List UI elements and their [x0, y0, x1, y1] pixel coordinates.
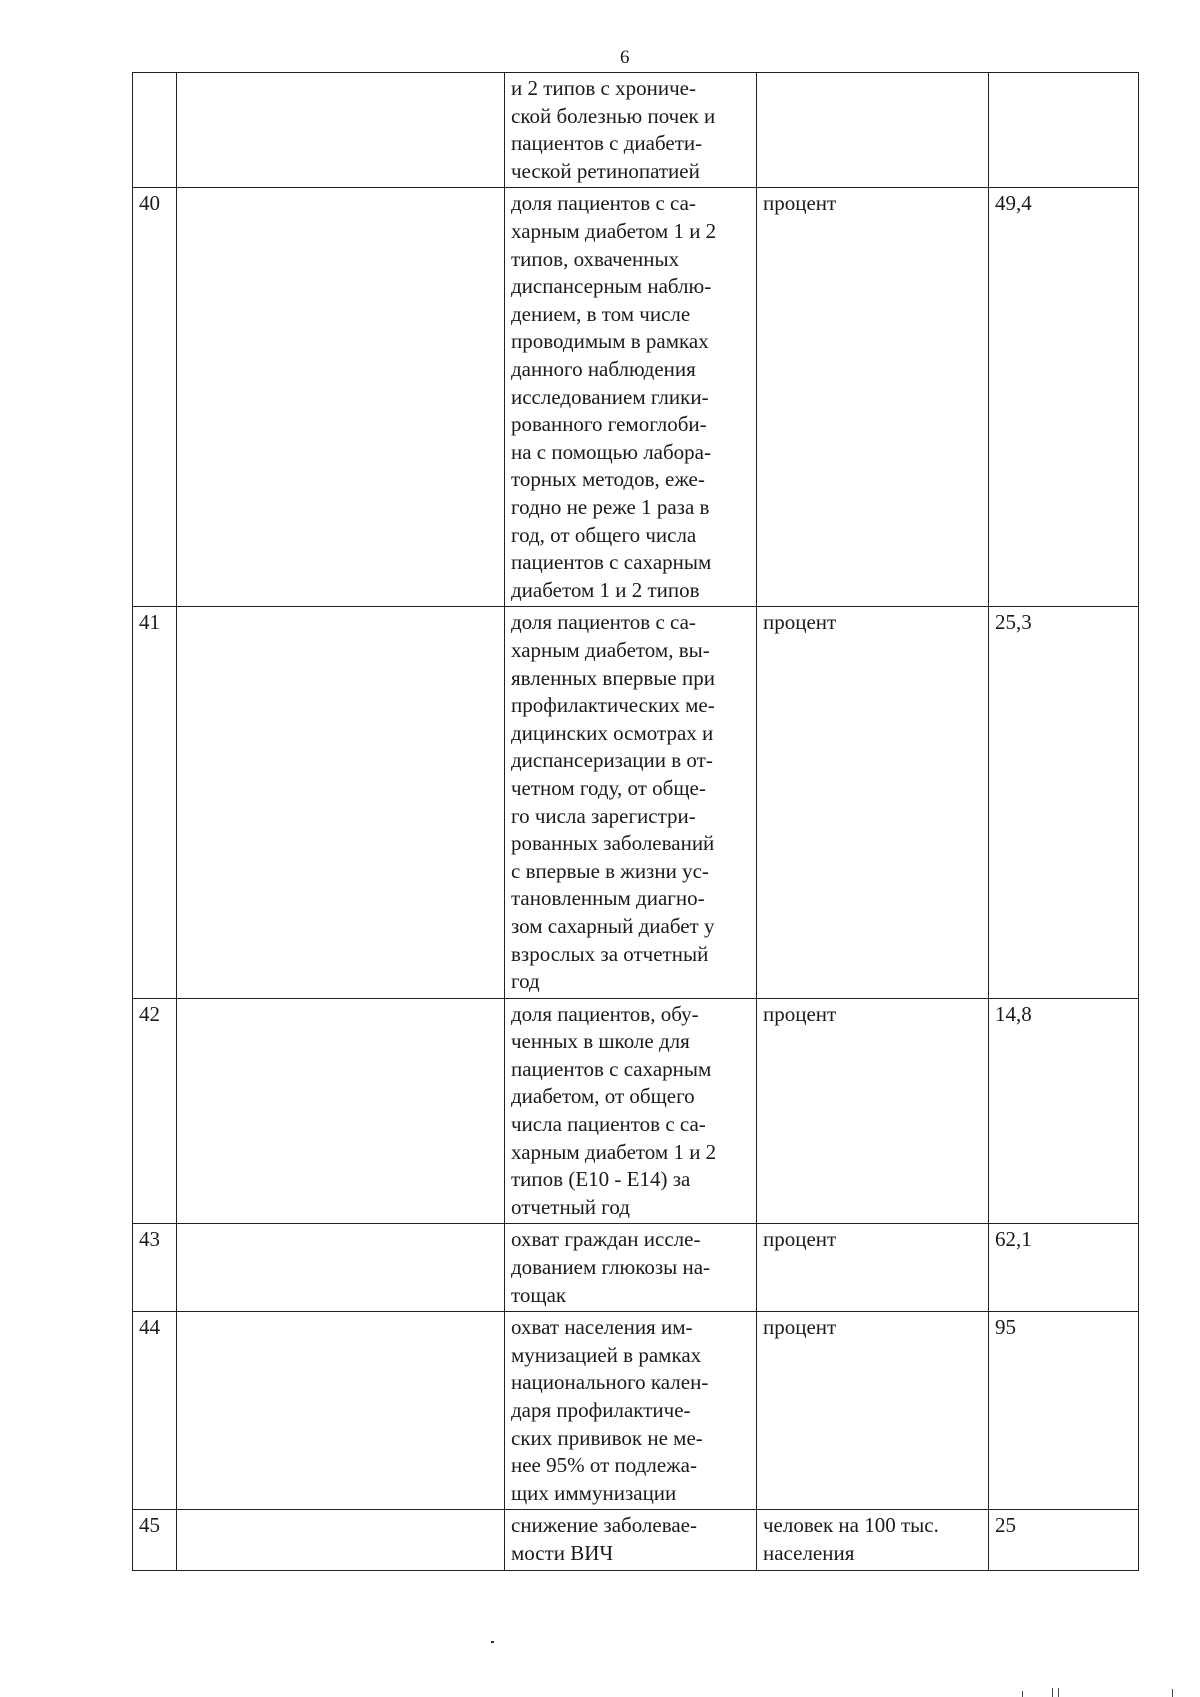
row-number: 44 — [133, 1312, 177, 1510]
table-row — [133, 998, 1139, 1224]
unit-cell: процент — [757, 1312, 989, 1510]
indicator-name: и 2 типов с хрониче- ской болезнью почек и пациентов с диабети- ческой ретинопатией — [505, 73, 757, 188]
indicator-name: доля пациентов, обу- ченных в школе для пациентов с сахарным диабетом, от общего числа пациентов с са- харным диабетом 1 и 2 типов (Е10 - Е14) за отчетный год — [505, 998, 757, 1224]
value-cell: 25,3 — [989, 607, 1139, 998]
value-cell: 49,4 — [989, 188, 1139, 607]
row-number: 41 — [133, 607, 177, 998]
empty-cell — [177, 1510, 505, 1570]
row-number: 40 — [133, 188, 177, 607]
table-row — [133, 607, 1139, 998]
empty-cell — [177, 1312, 505, 1510]
row-number: 45 — [133, 1510, 177, 1570]
table-row — [133, 188, 1139, 607]
value-cell: 62,1 — [989, 1224, 1139, 1312]
unit-cell: процент — [757, 607, 989, 998]
empty-cell — [177, 73, 505, 188]
indicator-name: доля пациентов с са- харным диабетом 1 и 2 типов, охваченных диспансерным наблю- дением, в том числе проводимым в рамках данного наблюдения исследованием глики- рованного гемоглоби- на с помощью лабора- торных методов, еже- годно не реже 1 раза в год, от общего числа пациентов с сахарным диабетом 1 и 2 типов — [505, 188, 757, 607]
value-cell: 25 — [989, 1510, 1139, 1570]
table-row — [133, 1510, 1139, 1570]
empty-cell — [177, 607, 505, 998]
indicator-name: снижение заболевае- мости ВИЧ — [505, 1510, 757, 1570]
unit-cell: процент — [757, 1224, 989, 1312]
table-row — [133, 1224, 1139, 1312]
indicator-name: охват населения им- мунизацией в рамках национального кален- даря профилактиче- ских прививок не ме- нее 95% от подлежа- щих иммунизации — [505, 1312, 757, 1510]
value-cell — [989, 73, 1139, 188]
page-number: 6 — [620, 47, 630, 68]
row-number — [133, 73, 177, 188]
table-row — [133, 1312, 1139, 1510]
indicators-table — [132, 72, 1139, 1571]
value-cell: 95 — [989, 1312, 1139, 1510]
row-number: 43 — [133, 1224, 177, 1312]
scan-speck — [491, 1641, 494, 1643]
empty-cell — [177, 1224, 505, 1312]
unit-cell — [757, 73, 989, 188]
unit-cell: процент — [757, 998, 989, 1224]
scan-edge-marks — [1022, 1685, 1182, 1697]
indicator-name: охват граждан иссле- дованием глюкозы на- тощак — [505, 1224, 757, 1312]
empty-cell — [177, 188, 505, 607]
table-row — [133, 73, 1139, 188]
indicator-name: доля пациентов с са- харным диабетом, вы- явленных впервые при профилактических ме- дицинских осмотрах и диспансеризации в от- четном году, от обще- го числа зарегистри- рованных заболеваний с впервые в жизни ус- тановленным диагно- зом сахарный диабет у взрослых за отчетный год — [505, 607, 757, 998]
unit-cell: процент — [757, 188, 989, 607]
row-number: 42 — [133, 998, 177, 1224]
empty-cell — [177, 998, 505, 1224]
unit-cell: человек на 100 тыс. населения — [757, 1510, 989, 1570]
value-cell: 14,8 — [989, 998, 1139, 1224]
